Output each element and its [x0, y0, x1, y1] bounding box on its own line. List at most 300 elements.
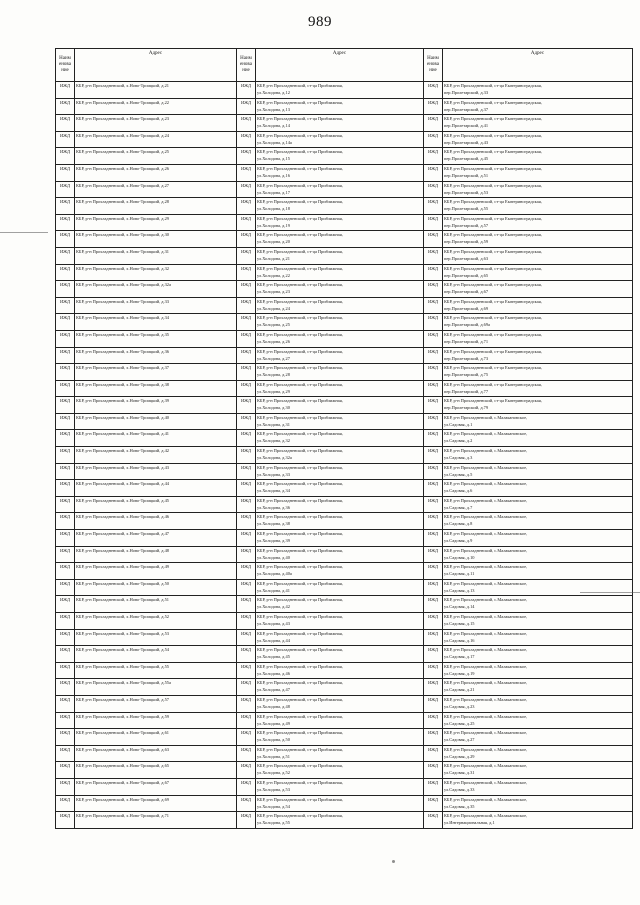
building-type-cell: ИЖД [424, 364, 443, 381]
building-type-cell: ИЖД [424, 397, 443, 414]
building-type-cell: ИЖД [424, 314, 443, 331]
address-line: КБР, р-н Прохладненский, ст-ца Приближная, [257, 713, 343, 719]
address-line: КБР, р-н Прохладненский, ст-ца Приближная, [257, 663, 343, 669]
address-street-line: пер.Пролетарский, д.57 [444, 222, 489, 228]
address-cell [75, 745, 237, 762]
building-type-cell: ИЖД [424, 662, 443, 679]
address-street-line: пер.Пролетарский, д.53 [444, 189, 489, 195]
building-type-cell: ИЖД [424, 778, 443, 795]
address-cell [75, 513, 237, 530]
building-type-cell: ИЖД [424, 231, 443, 248]
address-line: КБР, р-н Прохладненский, ст-ца Екатериноградская, [444, 398, 542, 404]
building-type-cell: ИЖД [424, 447, 443, 464]
address-line: КБР, р-н Прохладненский, ст-ца Приближная, [257, 265, 343, 271]
address-line: КБР, р-н Прохладненский, х.Ново-Троицкий, д.23 [76, 116, 170, 122]
address-street-line: ул.Садовая, д.16 [444, 637, 475, 643]
address-cell [75, 164, 237, 181]
address-line: КБР, р-н Прохладненский, х.Ново-Троицкий, д.30 [76, 232, 170, 238]
address-cell [75, 98, 237, 115]
address-cell [256, 247, 424, 264]
address-line: КБР, р-н Прохладненский, с.Малакановское, [444, 696, 528, 702]
address-line: КБР, р-н Прохладненский, ст-ца Екатериноградская, [444, 149, 542, 155]
table-row [56, 662, 633, 679]
address-line: КБР, р-н Прохладненский, ст-ца Приближная, [257, 730, 343, 736]
address-street-line: ул.Садовая, д.11 [444, 571, 475, 577]
address-street-line: ул.Холодова, д.25 [257, 322, 290, 328]
address-line: КБР, р-н Прохладненский, ст-ца Приближная, [257, 331, 343, 337]
building-type-cell: ИЖД [237, 297, 256, 314]
table-row [56, 762, 633, 779]
address-cell [443, 115, 633, 132]
address-cell [75, 712, 237, 729]
building-type-cell: ИЖД [424, 115, 443, 132]
address-line: КБР, р-н Прохладненский, с.Малакановское, [444, 547, 528, 553]
address-line: КБР, р-н Прохладненский, ст-ца Екатериноградская, [444, 348, 542, 354]
address-cell [443, 247, 633, 264]
address-street-line: ул.Холодова, д.39 [257, 538, 290, 544]
address-cell [443, 214, 633, 231]
address-line: КБР, р-н Прохладненский, ст-ца Приближная, [257, 547, 343, 553]
address-line: КБР, р-н Прохладненский, ст-ца Приближная, [257, 696, 343, 702]
address-cell [443, 596, 633, 613]
building-type-cell: ИЖД [237, 695, 256, 712]
building-type-cell: ИЖД [56, 712, 75, 729]
address-line: КБР, р-н Прохладненский, с.Малакановское, [444, 663, 528, 669]
address-street-line: пер.Пролетарский, д.75 [444, 372, 489, 378]
building-type-cell: ИЖД [424, 380, 443, 397]
address-line: КБР, р-н Прохладненский, ст-ца Приближная, [257, 481, 343, 487]
address-cell [443, 131, 633, 148]
building-type-cell: ИЖД [56, 430, 75, 447]
address-line: КБР, р-н Прохладненский, с.Малакановское, [444, 514, 528, 520]
table-row [56, 778, 633, 795]
address-cell [256, 198, 424, 215]
address-line: КБР, р-н Прохладненский, х.Ново-Троицкий, д.54 [76, 647, 170, 653]
building-type-cell: ИЖД [56, 546, 75, 563]
building-type-cell: ИЖД [56, 646, 75, 663]
building-type-cell: ИЖД [56, 397, 75, 414]
address-street-line: пер.Пролетарский, д.73 [444, 355, 489, 361]
building-type-cell: ИЖД [56, 812, 75, 829]
address-cell [256, 430, 424, 447]
address-cell [256, 513, 424, 530]
building-type-cell: ИЖД [237, 148, 256, 165]
scan-artifact-line [0, 232, 48, 233]
address-cell [443, 513, 633, 530]
address-line: КБР, р-н Прохладненский, х.Ново-Троицкий, д.57 [76, 696, 170, 702]
table-row [56, 480, 633, 497]
building-type-cell: ИЖД [237, 364, 256, 381]
table-row [56, 563, 633, 580]
address-line: КБР, р-н Прохладненский, х.Ново-Троицкий, д.61 [76, 730, 170, 736]
address-line: КБР, р-н Прохладненский, ст-ца Приближная, [257, 779, 343, 785]
address-cell [443, 231, 633, 248]
address-line: КБР, р-н Прохладненский, ст-ца Приближная, [257, 315, 343, 321]
address-cell [75, 82, 237, 99]
address-line: КБР, р-н Прохладненский, х.Ново-Троицкий, д.45 [76, 497, 170, 503]
address-cell [75, 679, 237, 696]
address-cell [256, 281, 424, 298]
address-line: КБР, р-н Прохладненский, х.Ново-Троицкий, д.43 [76, 464, 170, 470]
address-cell [443, 297, 633, 314]
building-type-cell: ИЖД [424, 463, 443, 480]
building-type-cell: ИЖД [424, 613, 443, 630]
building-type-cell: ИЖД [424, 745, 443, 762]
address-street-line: ул.Садовая, д.25 [444, 720, 475, 726]
address-cell [256, 364, 424, 381]
building-type-cell: ИЖД [237, 214, 256, 231]
address-line: КБР, р-н Прохладненский, х.Ново-Троицкий, д.65 [76, 763, 170, 769]
address-street-line: ул.Садовая, д.31 [444, 770, 475, 776]
address-line: КБР, р-н Прохладненский, х.Ново-Троицкий, д.35 [76, 331, 170, 337]
address-street-line: ул.Холодова, д.44 [257, 637, 290, 643]
address-line: КБР, р-н Прохладненский, х.Ново-Троицкий, д.52 [76, 614, 170, 619]
address-line: КБР, р-н Прохладненский, ст-ца Екатериноградская, [444, 331, 542, 337]
address-line: КБР, р-н Прохладненский, с.Малакановское, [444, 713, 528, 719]
address-cell [75, 231, 237, 248]
building-type-cell: ИЖД [56, 795, 75, 812]
address-line: КБР, р-н Прохладненский, ст-ца Екатериноградская, [444, 365, 542, 371]
address-cell [256, 463, 424, 480]
address-street-line: ул.Интернациональная, д.1 [444, 820, 495, 826]
building-type-cell: ИЖД [237, 413, 256, 430]
building-type-cell: ИЖД [424, 563, 443, 580]
address-line: КБР, р-н Прохладненский, ст-ца Екатериноградская, [444, 265, 542, 271]
address-line: КБР, р-н Прохладненский, с.Малакановское, [444, 564, 528, 570]
address-cell [256, 447, 424, 464]
address-cell [75, 695, 237, 712]
address-street-line: пер.Пролетарский, д.63 [444, 255, 489, 261]
building-type-cell: ИЖД [56, 662, 75, 679]
address-cell [75, 729, 237, 746]
building-type-cell: ИЖД [237, 745, 256, 762]
building-type-cell: ИЖД [237, 131, 256, 148]
building-type-cell: ИЖД [237, 380, 256, 397]
address-cell [256, 629, 424, 646]
address-cell [75, 463, 237, 480]
address-street-line: ул.Садовая, д.7 [444, 504, 473, 510]
table-row [56, 82, 633, 99]
address-cell [256, 347, 424, 364]
address-cell [443, 148, 633, 165]
address-line: КБР, р-н Прохладненский, с.Малакановское, [444, 763, 528, 769]
building-type-cell: ИЖД [424, 413, 443, 430]
table-row [56, 131, 633, 148]
table-row [56, 679, 633, 696]
address-line: КБР, р-н Прохладненский, ст-ца Приближная, [257, 99, 343, 105]
address-street-line: ул.Садовая, д.1 [444, 421, 473, 427]
address-line: КБР, р-н Прохладненский, х.Ново-Троицкий, д.51 [76, 597, 170, 603]
address-cell [256, 380, 424, 397]
building-type-cell: ИЖД [56, 181, 75, 198]
address-street-line: ул.Холодова, д.27 [257, 355, 290, 361]
address-street-line: ул.Садовая, д.27 [444, 737, 475, 743]
building-type-cell: ИЖД [424, 330, 443, 347]
building-type-cell: ИЖД [237, 762, 256, 779]
address-line: КБР, р-н Прохладненский, ст-ца Приближная, [257, 614, 343, 619]
address-street-line: ул.Холодова, д.15 [257, 156, 290, 162]
address-street-line: ул.Садовая, д.6 [444, 488, 473, 494]
address-line: КБР, р-н Прохладненский, ст-ца Екатериноградская, [444, 381, 542, 387]
address-line: КБР, р-н Прохладненский, с.Малакановское, [444, 431, 528, 437]
address-line: КБР, р-н Прохладненский, х.Ново-Троицкий, д.48 [76, 547, 170, 553]
address-street-line: ул.Садовая, д.8 [444, 521, 473, 527]
address-cell [75, 330, 237, 347]
address-cell [256, 330, 424, 347]
address-street-line: ул.Холодова, д.22 [257, 272, 290, 278]
address-cell [256, 314, 424, 331]
building-type-cell: ИЖД [56, 148, 75, 165]
address-cell [256, 82, 424, 99]
address-cell [256, 98, 424, 115]
building-type-cell: ИЖД [56, 164, 75, 181]
building-type-cell: ИЖД [424, 712, 443, 729]
table-row [56, 181, 633, 198]
address-street-line: ул.Холодова, д.34 [257, 488, 290, 494]
address-cell [75, 496, 237, 513]
address-street-line: ул.Холодова, д.36 [257, 504, 290, 510]
address-line: КБР, р-н Прохладненский, ст-ца Приближная, [257, 132, 343, 138]
building-type-cell: ИЖД [424, 148, 443, 165]
building-type-cell: ИЖД [237, 496, 256, 513]
address-line: КБР, р-н Прохладненский, ст-ца Приближная, [257, 215, 343, 221]
table-row [56, 397, 633, 414]
building-type-cell: ИЖД [237, 231, 256, 248]
address-cell [256, 480, 424, 497]
header-address-1: Адрес [75, 49, 237, 82]
address-line: КБР, р-н Прохладненский, ст-ца Екатериноградская, [444, 182, 542, 188]
address-line: КБР, р-н Прохладненский, с.Малакановское, [444, 481, 528, 487]
address-street-line: пер.Пролетарский, д.67 [444, 289, 489, 295]
address-cell [75, 629, 237, 646]
building-type-cell: ИЖД [237, 115, 256, 132]
address-line: КБР, р-н Прохладненский, х.Ново-Троицкий, д.41 [76, 431, 170, 437]
table-row [56, 447, 633, 464]
table-row [56, 364, 633, 381]
building-type-cell: ИЖД [237, 629, 256, 646]
address-cell [443, 463, 633, 480]
address-street-line: ул.Садовая, д.5 [444, 471, 473, 477]
address-street-line: ул.Садовая, д.10 [444, 554, 475, 560]
scan-artifact-line [580, 592, 640, 593]
address-line: КБР, р-н Прохладненский, ст-ца Приближная, [257, 796, 343, 802]
address-cell [75, 795, 237, 812]
address-cell [443, 646, 633, 663]
address-line: КБР, р-н Прохладненский, ст-ца Екатериноградская, [444, 298, 542, 304]
address-line: КБР, р-н Прохладненский, ст-ца Приближная, [257, 83, 343, 88]
address-cell [443, 447, 633, 464]
table-row [56, 579, 633, 596]
address-line: КБР, р-н Прохладненский, с.Малакановское, [444, 779, 528, 785]
address-cell [75, 264, 237, 281]
address-line: КБР, р-н Прохладненский, х.Ново-Троицкий, д.55а [76, 680, 171, 686]
building-type-cell: ИЖД [56, 330, 75, 347]
address-cell [75, 247, 237, 264]
address-cell [75, 546, 237, 563]
address-cell [256, 563, 424, 580]
building-type-cell: ИЖД [237, 181, 256, 198]
address-street-line: ул.Холодова, д.54 [257, 803, 290, 809]
address-cell [256, 264, 424, 281]
table-row [56, 115, 633, 132]
table-row [56, 347, 633, 364]
address-line: КБР, р-н Прохладненский, с.Малакановское, [444, 414, 528, 420]
address-cell [443, 629, 633, 646]
address-line: КБР, р-н Прохладненский, с.Малакановское, [444, 531, 528, 537]
address-street-line: ул.Садовая, д.29 [444, 753, 475, 759]
building-type-cell: ИЖД [237, 646, 256, 663]
address-street-line: ул.Холодова, д.23 [257, 289, 290, 295]
address-street-line: ул.Холодова, д.30 [257, 405, 290, 411]
address-street-line: ул.Садовая, д.2 [444, 438, 473, 444]
address-street-line: ул.Холодова, д.42 [257, 604, 290, 610]
building-type-cell: ИЖД [237, 247, 256, 264]
building-type-cell: ИЖД [424, 729, 443, 746]
table-header-row [56, 49, 633, 82]
building-type-cell: ИЖД [56, 198, 75, 215]
address-line: КБР, р-н Прохладненский, х.Ново-Троицкий, д.32а [76, 282, 171, 288]
address-street-line: ул.Холодова, д.47 [257, 687, 290, 693]
address-street-line: ул.Холодова, д.26 [257, 338, 290, 344]
address-street-line: ул.Холодова, д.24 [257, 305, 290, 311]
address-cell [443, 198, 633, 215]
address-line: КБР, р-н Прохладненский, ст-ца Екатериноградская, [444, 99, 542, 105]
building-type-cell: ИЖД [56, 463, 75, 480]
building-type-cell: ИЖД [424, 679, 443, 696]
building-type-cell: ИЖД [424, 98, 443, 115]
building-type-cell: ИЖД [424, 198, 443, 215]
address-street-line: ул.Садовая, д.15 [444, 621, 475, 626]
address-cell [75, 214, 237, 231]
building-type-cell: ИЖД [424, 530, 443, 547]
building-type-cell: ИЖД [56, 447, 75, 464]
address-line: КБР, р-н Прохладненский, ст-ца Приближная, [257, 149, 343, 155]
address-cell [256, 231, 424, 248]
table-row [56, 148, 633, 165]
address-line: КБР, р-н Прохладненский, с.Малакановское, [444, 597, 528, 603]
address-line: КБР, р-н Прохладненский, ст-ца Приближная, [257, 182, 343, 188]
address-street-line: ул.Холодова, д.20 [257, 239, 290, 245]
address-street-line: ул.Холодова, д.50 [257, 737, 290, 743]
building-type-cell: ИЖД [56, 496, 75, 513]
address-cell [443, 530, 633, 547]
address-line: КБР, р-н Прохладненский, с.Малакановское, [444, 630, 528, 636]
address-line: КБР, р-н Прохладненский, ст-ца Екатериноградская, [444, 199, 542, 205]
address-line: КБР, р-н Прохладненский, ст-ца Приближная, [257, 348, 343, 354]
table-row [56, 247, 633, 264]
building-type-cell: ИЖД [56, 579, 75, 596]
address-street-line: ул.Холодова, д.13 [257, 106, 290, 112]
address-line: КБР, р-н Прохладненский, х.Ново-Троицкий, д.24 [76, 132, 170, 138]
address-street-line: пер.Пролетарский, д.55 [444, 206, 489, 212]
address-cell [443, 380, 633, 397]
building-type-cell: ИЖД [237, 812, 256, 829]
table-row [56, 530, 633, 547]
address-line: КБР, р-н Прохладненский, х.Ново-Троицкий, д.67 [76, 779, 170, 785]
address-line: КБР, р-н Прохладненский, ст-ца Приближная, [257, 680, 343, 686]
address-line: КБР, р-н Прохладненский, х.Ново-Троицкий, д.44 [76, 481, 170, 487]
address-cell [256, 613, 424, 630]
address-line: КБР, р-н Прохладненский, ст-ца Екатериноградская, [444, 232, 542, 238]
address-line: КБР, р-н Прохладненский, с.Малакановское, [444, 448, 528, 454]
address-cell [443, 98, 633, 115]
address-cell [443, 164, 633, 181]
address-street-line: ул.Садовая, д.9 [444, 538, 473, 544]
address-street-line: ул.Холодова, д.21 [257, 255, 290, 261]
address-cell [443, 613, 633, 630]
address-line: КБР, р-н Прохладненский, ст-ца Приближная, [257, 116, 343, 122]
address-line: КБР, р-н Прохладненский, ст-ца Приближная, [257, 514, 343, 520]
building-type-cell: ИЖД [424, 430, 443, 447]
address-cell [75, 430, 237, 447]
address-cell [75, 364, 237, 381]
building-type-cell: ИЖД [237, 579, 256, 596]
address-cell [256, 496, 424, 513]
address-line: КБР, р-н Прохладненский, ст-ца Екатериноградская, [444, 165, 542, 171]
building-type-cell: ИЖД [237, 463, 256, 480]
address-line: КБР, р-н Прохладненский, ст-ца Приближная, [257, 381, 343, 387]
building-type-cell: ИЖД [237, 712, 256, 729]
address-line: КБР, р-н Прохладненский, с.Малакановское, [444, 746, 528, 752]
table-row [56, 695, 633, 712]
page-number: 989 [308, 14, 332, 30]
building-type-cell: ИЖД [424, 596, 443, 613]
building-type-cell: ИЖД [237, 795, 256, 812]
address-cell [256, 762, 424, 779]
address-line: КБР, р-н Прохладненский, х.Ново-Троицкий, д.34 [76, 315, 170, 321]
address-street-line: ул.Холодова, д.53 [257, 786, 290, 792]
address-line: КБР, р-н Прохладненский, х.Ново-Троицкий, д.32 [76, 265, 170, 271]
building-type-cell: ИЖД [237, 281, 256, 298]
building-type-cell: ИЖД [237, 662, 256, 679]
address-line: КБР, р-н Прохладненский, с.Малакановское, [444, 497, 528, 503]
building-type-cell: ИЖД [424, 795, 443, 812]
address-cell [256, 131, 424, 148]
building-type-cell: ИЖД [237, 563, 256, 580]
address-street-line: ул.Холодова, д.17 [257, 189, 290, 195]
address-line: КБР, р-н Прохладненский, ст-ца Екатериноградская, [444, 248, 542, 254]
address-line: КБР, р-н Прохладненский, ст-ца Екатериноградская, [444, 315, 542, 321]
address-line: КБР, р-н Прохладненский, х.Ново-Троицкий, д.28 [76, 199, 170, 205]
address-cell [256, 662, 424, 679]
address-cell [443, 430, 633, 447]
address-street-line: пер.Пролетарский, д.41 [444, 123, 489, 129]
building-type-cell: ИЖД [56, 745, 75, 762]
address-street-line: ул.Холодова, д.14а [257, 139, 292, 145]
address-cell [75, 662, 237, 679]
address-line: КБР, р-н Прохладненский, х.Ново-Троицкий, д.36 [76, 348, 170, 354]
address-street-line: ул.Холодова, д.49 [257, 720, 290, 726]
address-cell [443, 496, 633, 513]
address-street-line: пер.Пролетарский, д.37 [444, 106, 489, 112]
building-type-cell: ИЖД [56, 480, 75, 497]
address-line: КБР, р-н Прохладненский, х.Ново-Троицкий, д.71 [76, 813, 170, 819]
address-street-line: ул.Холодова, д.28 [257, 372, 290, 378]
address-line: КБР, р-н Прохладненский, ст-ца Екатериноградская, [444, 116, 542, 122]
address-line: КБР, р-н Прохладненский, с.Малакановское, [444, 464, 528, 470]
address-cell [443, 397, 633, 414]
table-row [56, 546, 633, 563]
address-cell [256, 181, 424, 198]
table-row [56, 596, 633, 613]
table-row [56, 745, 633, 762]
address-street-line: ул.Холодова, д.38 [257, 521, 290, 527]
building-type-cell: ИЖД [56, 82, 75, 99]
address-street-line: ул.Холодова, д.32а [257, 455, 292, 461]
address-line: КБР, р-н Прохладненский, х.Ново-Троицкий, д.27 [76, 182, 170, 188]
address-cell [75, 812, 237, 829]
address-line: КБР, р-н Прохладненский, ст-ца Приближная, [257, 813, 343, 819]
